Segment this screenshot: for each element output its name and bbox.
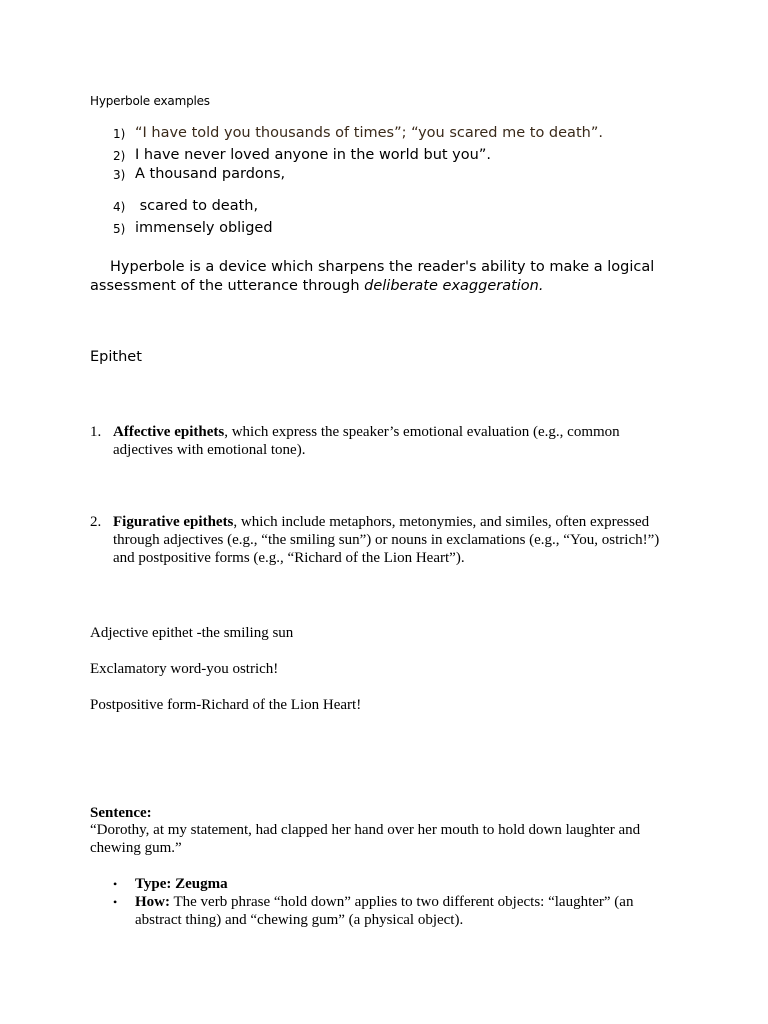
epithet-item-1-term: Affective epithets [113,424,225,440]
sentence-bullet-how-text: The verb phrase “hold down” applies to two different objects: “laughter” (an [170,894,634,910]
epithet-item-1-description: , which express the speaker’s emotional evaluation (e.g., common [224,424,620,440]
hyperbole-item-4-text: scared to death, [135,198,259,214]
epithet-item-1-line-1 [113,423,620,441]
sentence-bullet-how-line-1 [135,893,633,911]
hyperbole-title: Hyperbole examples [90,94,210,108]
hyperbole-definition-italic: deliberate exaggeration. [364,278,544,294]
epithet-example-3: Postpositive form-Richard of the Lion Heart! [90,697,362,713]
hyperbole-item-3-number: 3) [113,168,126,182]
hyperbole-item-1-number: 1) [113,127,126,141]
epithet-heading: Epithet [90,349,142,365]
hyperbole-item-1-text: “I have told you thousands of times”; “you scared me to death”. [135,125,603,141]
hyperbole-item-4-number: 4) [113,200,126,214]
epithet-item-2-line-1 [113,513,649,531]
epithet-item-2-description: , which include metaphors, metonymies, and similes, often expressed [233,514,650,530]
epithet-item-1-line-2: adjectives with emotional tone). [113,442,306,458]
bullet-icon: • [113,877,118,891]
epithet-item-2-number: 2. [90,514,102,530]
bullet-icon: • [113,895,118,909]
sentence-quote-line-1: “Dorothy, at my statement, had clapped her hand over her mouth to hold down laughter and [90,822,641,838]
epithet-item-2-line-3: and postpositive forms (e.g., “Richard of the Lion Heart”). [113,550,465,566]
epithet-item-2-term: Figurative epithets [113,514,234,530]
hyperbole-definition-plain: assessment of the utterance through [90,278,365,294]
hyperbole-item-5-text: immensely obliged [135,220,273,236]
hyperbole-definition-line-2 [90,277,543,296]
epithet-example-1: Adjective epithet -the smiling sun [90,625,294,641]
sentence-label: Sentence: [90,805,152,821]
hyperbole-item-2-number: 2) [113,149,126,163]
epithet-item-2-line-2: through adjectives (e.g., “the smiling sun”) or nouns in exclamations (e.g., “You, ostrich!”) [113,532,660,548]
sentence-bullet-how-line-2: abstract thing) and “chewing gum” (a physical object). [135,912,464,928]
epithet-example-2: Exclamatory word-you ostrich! [90,661,279,677]
epithet-item-1-number: 1. [90,424,102,440]
sentence-quote-line-2: chewing gum.” [90,840,182,856]
hyperbole-item-2-text: I have never loved anyone in the world but you”. [135,147,491,163]
hyperbole-item-5-number: 5) [113,222,126,236]
hyperbole-item-3-text: A thousand pardons, [135,166,286,182]
sentence-bullet-type [135,875,228,893]
sentence-bullet-type-label: Type: Zeugma [135,876,228,892]
sentence-bullet-how-label: How: [135,894,170,910]
hyperbole-definition-line-1: Hyperbole is a device which sharpens the reader's ability to make a logical [110,259,655,275]
